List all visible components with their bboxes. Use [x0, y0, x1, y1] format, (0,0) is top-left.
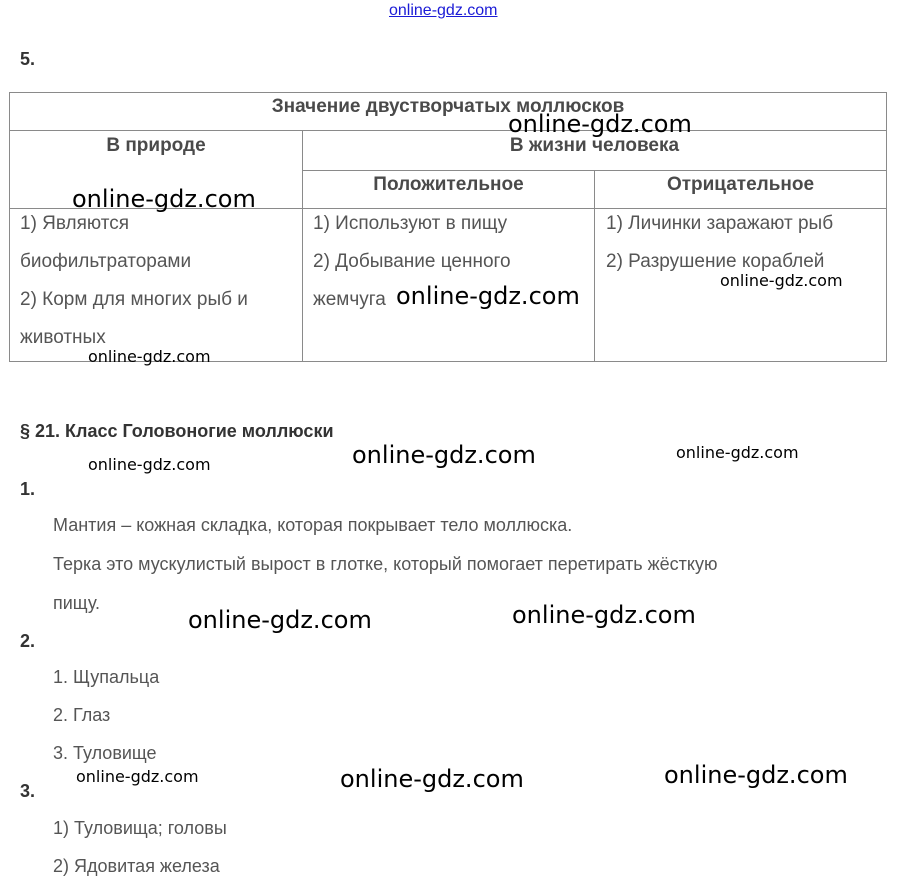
- q1-answer-line: Мантия – кожная складка, которая покрывает тело моллюска.: [53, 515, 573, 535]
- header-positive: Положительное: [373, 174, 524, 195]
- table-title: Значение двустворчатых моллюсков: [271, 96, 625, 117]
- watermark-text: online-gdz.com: [76, 767, 199, 786]
- cell-line: 1) Являются: [20, 213, 130, 234]
- watermark-text: online-gdz.com: [508, 110, 692, 138]
- table-rule: [302, 130, 303, 361]
- header-nature: В природе: [106, 135, 206, 156]
- section-title: § 21. Класс Головоногие моллюски: [20, 421, 334, 441]
- watermark-text: online-gdz.com: [720, 271, 843, 290]
- cell-negative: [606, 205, 833, 281]
- watermark-text: online-gdz.com: [352, 441, 536, 469]
- watermark-text: online-gdz.com: [88, 455, 211, 474]
- watermark-text: online-gdz.com: [340, 765, 524, 793]
- header-human-life: В жизни человека: [509, 135, 680, 156]
- watermark-text: online-gdz.com: [676, 443, 799, 462]
- q3-list-item: 2) Ядовитая железа: [53, 856, 220, 876]
- q2-list-item: 2. Глаз: [53, 705, 111, 725]
- question-2-number: 2.: [20, 631, 36, 651]
- q3-list-item: 1) Туловища; головы: [53, 818, 227, 838]
- cell-line: биофильтраторами: [20, 251, 192, 272]
- cell-line: 2) Разрушение кораблей: [606, 251, 825, 272]
- q2-list-item: 1. Щупальца: [53, 667, 160, 687]
- watermark-text: online-gdz.com: [664, 761, 848, 789]
- cell-line: 2) Корм для многих рыб и: [20, 289, 248, 310]
- watermark-text: online-gdz.com: [88, 347, 211, 366]
- cell-nature: [20, 205, 248, 357]
- q2-list-item: 3. Туловище: [53, 743, 157, 763]
- q1-answer-line: Терка это мускулистый вырост в глотке, который помогает перетирать жёсткую: [53, 554, 718, 574]
- watermark-text: online-gdz.com: [396, 282, 580, 310]
- cell-line: 1) Личинки заражают рыб: [606, 213, 834, 234]
- watermark-text: online-gdz.com: [512, 601, 696, 629]
- question-5-number: 5.: [20, 49, 36, 69]
- cell-line: жемчуга: [313, 289, 386, 310]
- table-rule: [594, 170, 595, 361]
- question-3-number: 3.: [20, 781, 36, 801]
- cell-line: животных: [20, 327, 106, 348]
- bivalve-value-table: [9, 92, 887, 362]
- header-negative: Отрицательное: [666, 174, 815, 195]
- top-site-link[interactable]: online-gdz.com: [389, 2, 498, 19]
- watermark-text: online-gdz.com: [188, 606, 372, 634]
- cell-line: 2) Добывание ценного: [313, 251, 511, 272]
- table-rule: [10, 130, 886, 131]
- watermark-text: online-gdz.com: [72, 185, 256, 213]
- q1-answer-line: пищу.: [53, 593, 101, 613]
- question-1-number: 1.: [20, 479, 36, 499]
- cell-line: 1) Используют в пищу: [313, 213, 508, 234]
